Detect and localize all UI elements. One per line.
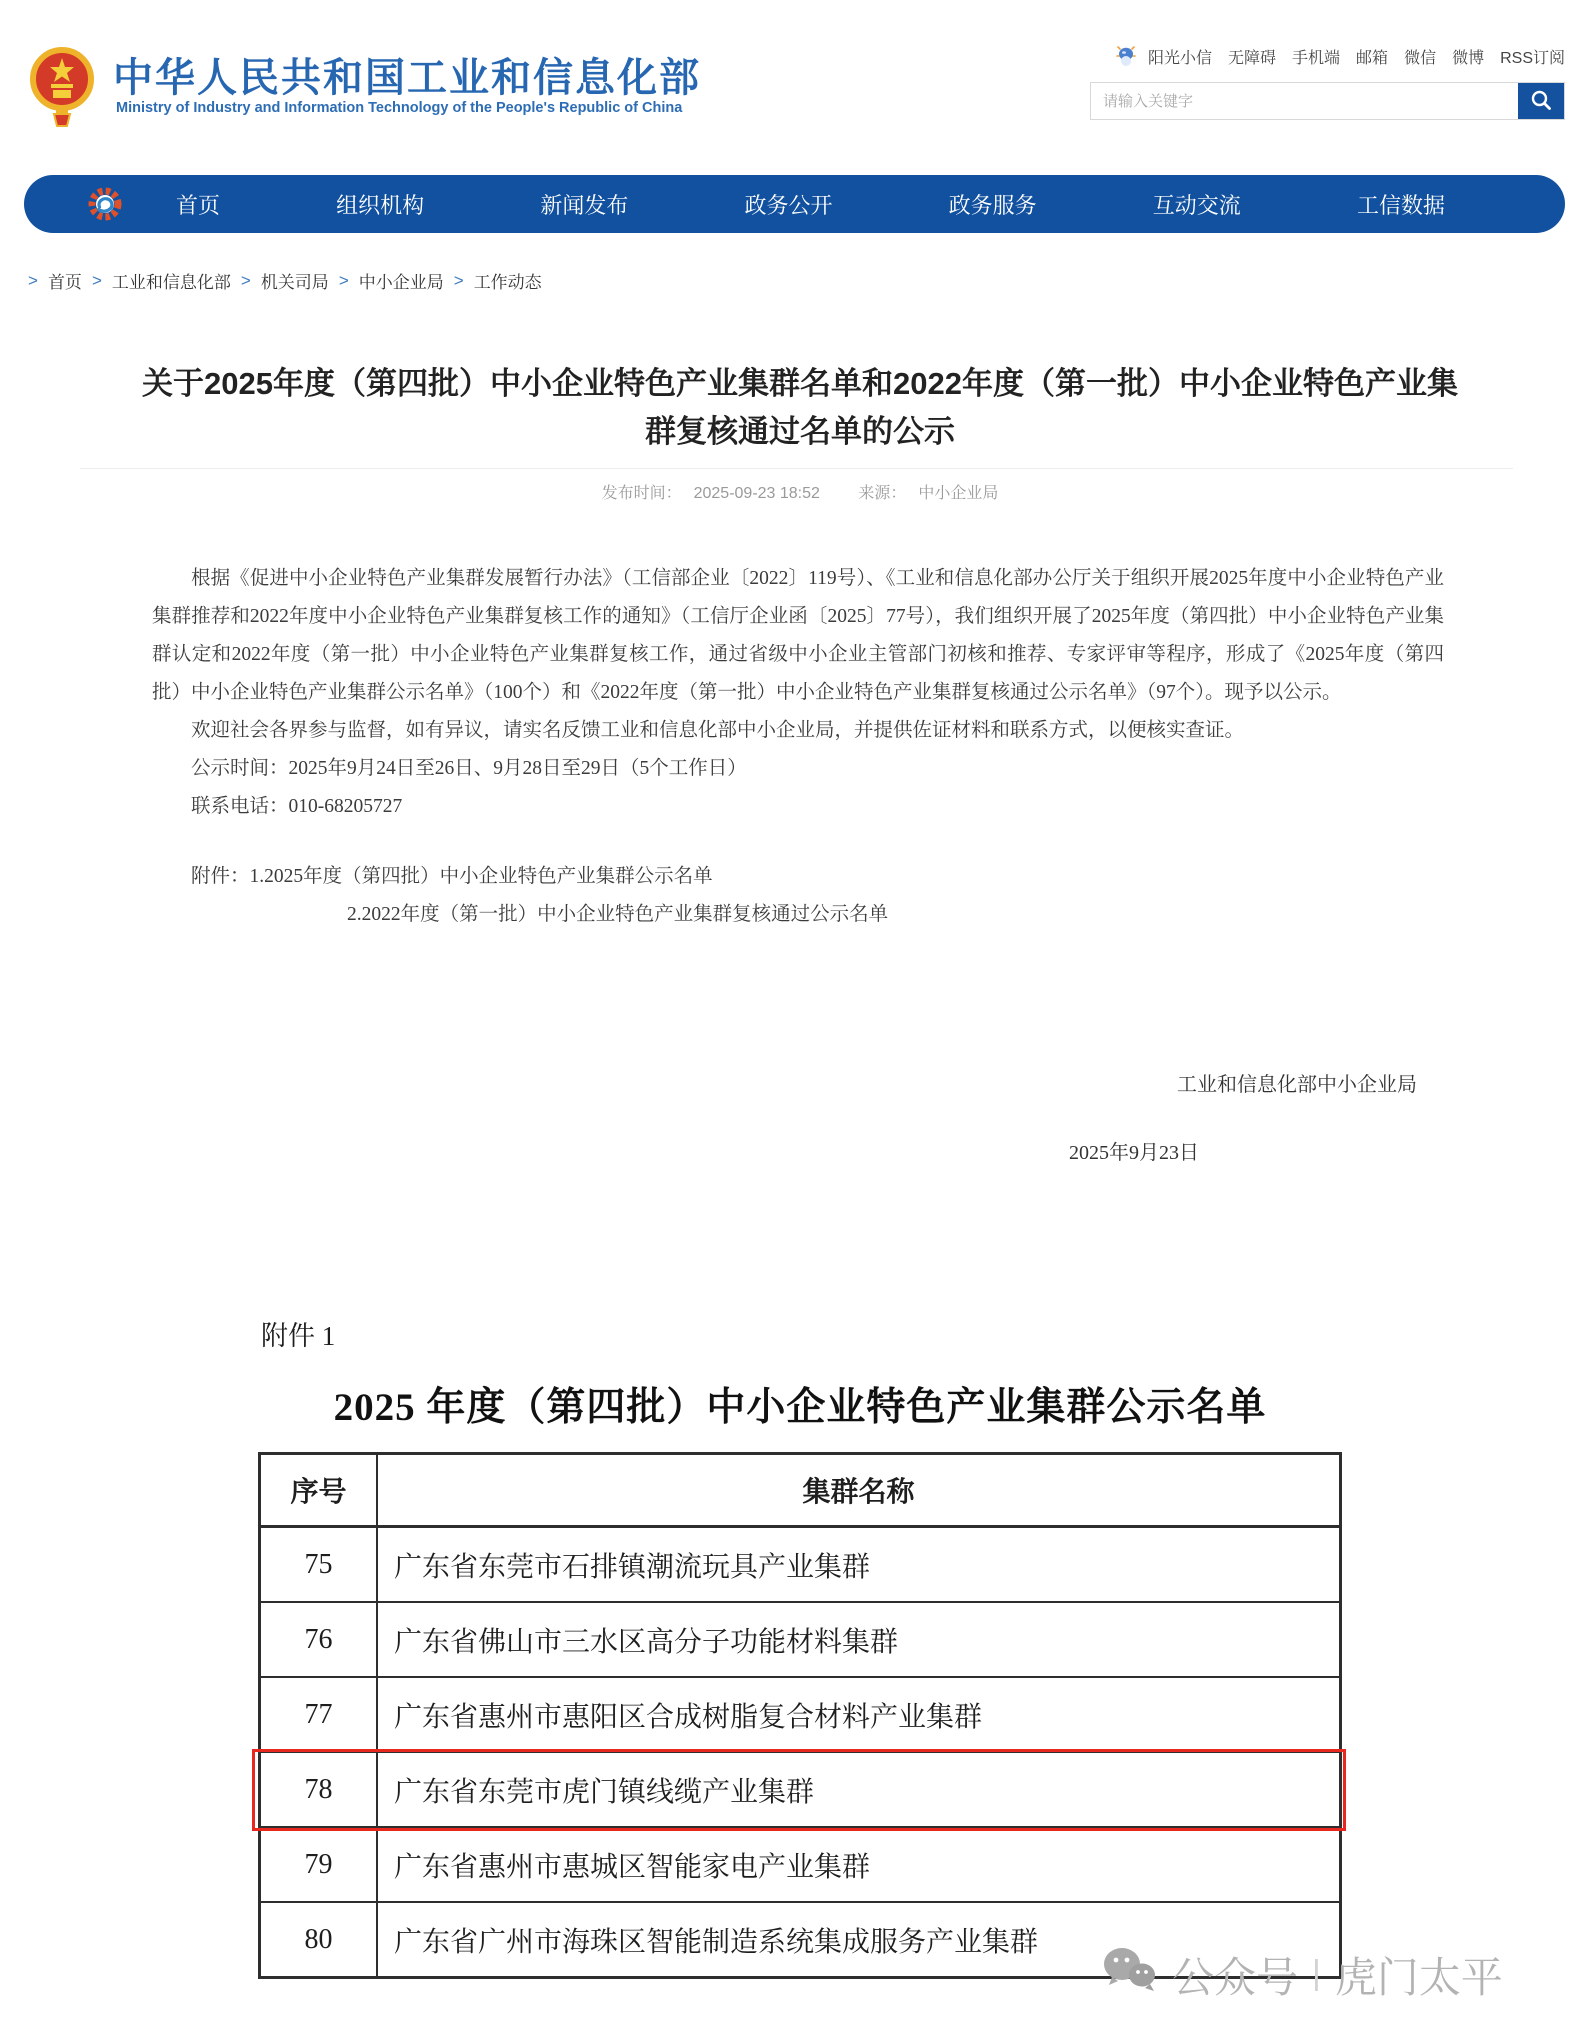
nav-item[interactable]: 组织机构: [336, 192, 425, 218]
watermark-text-2: 虎门太平: [1334, 1954, 1503, 2001]
breadcrumb-link[interactable]: 中小企业局: [358, 273, 444, 292]
row-name-cell: 广东省广州市海珠区智能制造系统集成服务产业集群: [394, 1926, 1039, 1958]
col-header-name: 集群名称: [802, 1477, 915, 1508]
top-link[interactable]: 无障碍: [1228, 49, 1277, 67]
article-meta: [130, 480, 1470, 503]
col-header-no: 序号: [261, 1455, 378, 1525]
search-button[interactable]: [1518, 83, 1564, 119]
article-paragraph: 联系电话：010-68205727: [191, 796, 403, 817]
table-row: [261, 1678, 1339, 1753]
nav-item[interactable]: 工信数据: [1356, 192, 1445, 218]
source-label: 来源：: [858, 485, 907, 502]
breadcrumb-item: [339, 268, 444, 293]
top-link[interactable]: 微博: [1452, 49, 1485, 67]
row-number-cell: 78: [261, 1753, 378, 1826]
row-name-cell: 广东省东莞市石排镇潮流玩具产业集群: [394, 1551, 871, 1583]
breadcrumb-item: [92, 268, 231, 293]
cluster-table: [258, 1452, 1342, 1979]
row-name-cell: 广东省东莞市虎门镇线缆产业集群: [394, 1776, 815, 1808]
article-body: [152, 560, 1444, 934]
breadcrumb-item: [454, 268, 542, 293]
table-row: [261, 1753, 1339, 1828]
top-link[interactable]: 邮箱: [1356, 49, 1389, 67]
table-header-row: [261, 1455, 1339, 1528]
search-input[interactable]: [1091, 83, 1518, 119]
breadcrumb-separator: >: [91, 270, 102, 290]
miit-gear-logo-icon: [86, 185, 124, 223]
row-name-cell: 广东省惠州市惠城区智能家电产业集群: [394, 1851, 871, 1883]
row-number-cell: 80: [261, 1903, 378, 1976]
site-title-cn: 中华人民共和国工业和信息化部: [113, 56, 701, 100]
attachment-links: [152, 858, 1444, 934]
breadcrumb-link[interactable]: 机关司局: [260, 273, 329, 292]
breadcrumb-separator: >: [453, 270, 464, 290]
nav-item[interactable]: 政务公开: [744, 192, 833, 218]
table-row: [261, 1828, 1339, 1903]
article-paragraph: 根据《促进中小企业特色产业集群发展暂行办法》（工信部企业〔2022〕119号）、《工业和信息化部办公厅关于组织开展2025年度中小企业特色产业集群推荐和2022年度中小企业特色产业集群复核工作的通知》（工信厅企业函〔2025〕77号），我们组织开展了2025年度（第四批）中小企业特色产业集群认定和2022年度（第一批）中小企业特色产业集群复核工作，通过省级中小企业主管部门初核和推荐、专家评审等程序，形成了《2025年度（第四批）中小企业特色产业集群公示名单》（100个）和《2022年度（第一批）中小企业特色产业集群复核通过公示名单》（97个）。现予以公示。: [152, 568, 1444, 703]
table-body: [261, 1528, 1339, 1976]
article-paragraph: 公示时间：2025年9月24日至26日、9月28日至29日（5个工作日）: [191, 758, 747, 779]
top-utility-links: [1114, 44, 1565, 68]
table-row: [261, 1528, 1339, 1603]
nav-item[interactable]: 政务服务: [948, 192, 1037, 218]
top-link[interactable]: 阳光小信: [1148, 49, 1213, 67]
row-number-cell: 76: [261, 1603, 378, 1676]
top-link[interactable]: 微信: [1404, 49, 1437, 67]
attachment-1-label: 附件 1: [261, 1321, 336, 1351]
title-divider: [80, 468, 1513, 469]
table-row: [261, 1603, 1339, 1678]
issuing-department: 工业和信息化部中小企业局: [1177, 1074, 1417, 1096]
breadcrumb-link[interactable]: 工作动态: [473, 273, 542, 292]
issue-date: 2025年9月23日: [1069, 1142, 1199, 1164]
page-title: 关于2025年度（第四批）中小企业特色产业集群名单和2022年度（第一批）中小企业特色产业集群复核通过名单的公示: [142, 366, 1458, 449]
row-number-cell: 75: [261, 1528, 378, 1601]
attachment-link-2[interactable]: 2.2022年度（第一批）中小企业特色产业集群复核通过公示名单: [347, 904, 889, 925]
wechat-icon: [1100, 1944, 1158, 2006]
breadcrumb-link[interactable]: 工业和信息化部: [111, 273, 231, 292]
breadcrumb-link[interactable]: 首页: [47, 273, 82, 292]
breadcrumb-separator: >: [28, 270, 38, 290]
site-title-en: Ministry of Industry and Information Technology of the People's Republic of China: [116, 100, 683, 116]
breadcrumb-separator: >: [338, 270, 349, 290]
row-name-cell: 广东省惠州市惠阳区合成树脂复合材料产业集群: [394, 1701, 983, 1733]
search-icon: [1530, 89, 1552, 114]
article-paragraphs: [152, 560, 1444, 826]
top-link[interactable]: RSS订阅: [1500, 49, 1565, 67]
publish-time: 2025-09-23 18:52: [693, 485, 820, 502]
breadcrumb-separator: >: [240, 270, 251, 290]
nav-item[interactable]: 新闻发布: [540, 192, 629, 218]
main-nav: [24, 175, 1565, 233]
row-number-cell: 79: [261, 1828, 378, 1901]
watermark-text-1: 公众号: [1172, 1954, 1299, 2001]
attachment-link-1[interactable]: 附件：1.2025年度（第四批）中小企业特色产业集群公示名单: [191, 866, 713, 887]
source-value: 中小企业局: [918, 485, 999, 502]
watermark: [1100, 1944, 1503, 2006]
nav-item[interactable]: 首页: [176, 192, 221, 218]
watermark-separator: |: [1312, 1953, 1321, 1992]
publish-time-label: 发布时间：: [601, 485, 682, 502]
breadcrumb-item: [28, 268, 82, 293]
top-link[interactable]: 手机端: [1292, 49, 1341, 67]
assistant-robot-icon: [1114, 44, 1138, 68]
nav-items: [124, 189, 1565, 220]
attachment-1-title: 2025 年度（第四批）中小企业特色产业集群公示名单: [333, 1386, 1267, 1429]
national-emblem-logo: [30, 44, 94, 135]
nav-item[interactable]: 互动交流: [1152, 192, 1241, 218]
breadcrumb-item: [241, 268, 329, 293]
row-name-cell: 广东省佛山市三水区高分子功能材料集群: [394, 1626, 899, 1658]
article-paragraph: 欢迎社会各界参与监督，如有异议，请实名反馈工业和信息化部中小企业局，并提供佐证材料和联系方式，以便核实查证。: [191, 720, 1245, 741]
row-number-cell: 77: [261, 1678, 378, 1751]
search-bar: [1090, 82, 1565, 120]
breadcrumb: [28, 268, 542, 293]
